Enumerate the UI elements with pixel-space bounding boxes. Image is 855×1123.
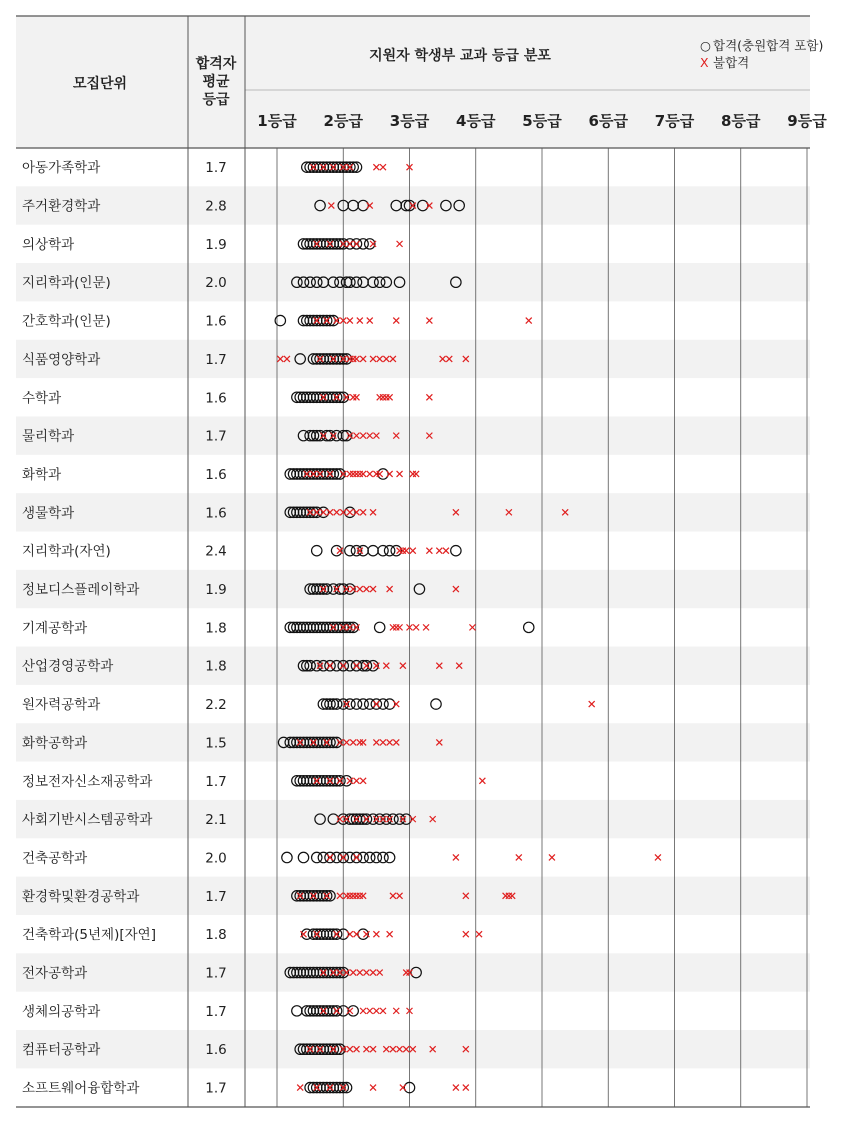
fail-mark bbox=[526, 318, 532, 324]
row-unit-name: 정보전자신소재공학과 bbox=[22, 773, 153, 790]
row-unit-name: 생체의공학과 bbox=[22, 1003, 101, 1020]
fail-mark bbox=[354, 394, 360, 400]
x-tick-label: 4등급 bbox=[456, 112, 496, 130]
row-average-grade: 2.8 bbox=[205, 198, 227, 215]
fail-mark bbox=[463, 1085, 469, 1091]
row-unit-name: 물리학과 bbox=[22, 428, 75, 445]
fail-mark bbox=[397, 241, 403, 247]
fail-mark bbox=[354, 931, 360, 937]
row-unit-name: 간호학과(인문) bbox=[22, 313, 111, 330]
fail-mark bbox=[380, 1008, 386, 1014]
col-header-avg-line1: 합격자 bbox=[195, 56, 237, 72]
fail-mark bbox=[469, 624, 475, 630]
row-unit-name: 주거환경학과 bbox=[22, 198, 101, 215]
fail-mark bbox=[549, 854, 555, 860]
fail-mark bbox=[297, 1085, 303, 1091]
fail-mark bbox=[380, 394, 386, 400]
fail-mark bbox=[410, 471, 416, 477]
fail-mark bbox=[380, 164, 386, 170]
fail-mark bbox=[410, 548, 416, 554]
fail-mark bbox=[373, 931, 379, 937]
pass-mark bbox=[298, 852, 308, 862]
row-average-grade: 1.7 bbox=[205, 888, 227, 905]
fail-mark bbox=[393, 318, 399, 324]
row-background bbox=[16, 493, 810, 531]
fail-mark bbox=[426, 394, 432, 400]
row-unit-name: 산업경영공학과 bbox=[22, 658, 114, 675]
row-average-grade: 1.6 bbox=[205, 466, 227, 483]
fail-mark bbox=[423, 624, 429, 630]
row-average-grade: 1.5 bbox=[205, 735, 227, 752]
fail-mark bbox=[426, 548, 432, 554]
row-unit-name: 전자공학과 bbox=[22, 965, 88, 982]
fail-mark bbox=[393, 1008, 399, 1014]
fail-mark bbox=[393, 701, 399, 707]
fail-mark bbox=[413, 471, 419, 477]
fail-mark bbox=[413, 624, 419, 630]
row-unit-name: 소프트웨어융합학과 bbox=[22, 1080, 140, 1097]
row-average-grade: 1.9 bbox=[205, 582, 227, 599]
x-tick-label: 9등급 bbox=[787, 112, 827, 130]
fail-mark bbox=[463, 931, 469, 937]
fail-mark bbox=[347, 931, 353, 937]
pass-mark bbox=[431, 699, 441, 709]
row-background bbox=[16, 647, 810, 685]
row-background bbox=[16, 340, 810, 378]
legend-fail-label: 불합격 bbox=[713, 55, 750, 70]
row-average-grade: 1.7 bbox=[205, 160, 227, 177]
row-average-grade: 1.7 bbox=[205, 1003, 227, 1020]
fail-mark bbox=[367, 318, 373, 324]
row-unit-name: 수학과 bbox=[22, 390, 62, 407]
row-average-grade: 1.7 bbox=[205, 1080, 227, 1097]
fail-mark bbox=[360, 1008, 366, 1014]
row-unit-name: 아동가족학과 bbox=[22, 160, 101, 177]
row-average-grade: 1.7 bbox=[205, 965, 227, 982]
row-average-grade: 1.8 bbox=[205, 927, 227, 944]
row-unit-name: 정보디스플레이학과 bbox=[22, 582, 140, 599]
fail-mark bbox=[357, 318, 363, 324]
fail-mark bbox=[387, 471, 393, 477]
pass-mark bbox=[384, 699, 394, 709]
fail-mark bbox=[479, 778, 485, 784]
fail-mark bbox=[655, 854, 661, 860]
fail-mark bbox=[453, 854, 459, 860]
row-average-grade: 1.7 bbox=[205, 773, 227, 790]
pass-mark bbox=[368, 545, 378, 555]
row-unit-name: 사회기반시스템공학과 bbox=[22, 812, 153, 829]
fail-mark bbox=[347, 471, 353, 477]
fail-mark bbox=[400, 548, 406, 554]
pass-mark bbox=[451, 545, 461, 555]
col-header-unit: 모집단위 bbox=[72, 76, 128, 92]
fail-mark bbox=[397, 624, 403, 630]
fail-mark bbox=[383, 394, 389, 400]
row-average-grade: 2.4 bbox=[205, 543, 227, 560]
fail-mark bbox=[589, 701, 595, 707]
row-average-grade: 1.7 bbox=[205, 428, 227, 445]
fail-mark bbox=[347, 241, 353, 247]
x-tick-label: 8등급 bbox=[721, 112, 761, 130]
fail-mark bbox=[373, 1008, 379, 1014]
fail-mark bbox=[387, 931, 393, 937]
col-header-avg-line2: 평균 bbox=[202, 74, 230, 90]
row-background bbox=[16, 953, 810, 991]
row-average-grade: 2.1 bbox=[205, 812, 227, 829]
fail-mark bbox=[354, 241, 360, 247]
col-header-avg-line3: 등급 bbox=[202, 92, 230, 108]
pass-mark bbox=[524, 622, 534, 632]
row-average-grade: 1.6 bbox=[205, 390, 227, 407]
row-unit-name: 지리학과(자연) bbox=[22, 543, 111, 560]
row-average-grade: 1.6 bbox=[205, 313, 227, 330]
fail-mark bbox=[390, 624, 396, 630]
fail-mark bbox=[360, 471, 366, 477]
row-unit-name: 생물학과 bbox=[22, 505, 75, 522]
fail-mark bbox=[354, 778, 360, 784]
row-background bbox=[16, 723, 810, 761]
row-unit-name: 원자력공학과 bbox=[22, 697, 101, 714]
x-tick-label: 6등급 bbox=[588, 112, 628, 130]
row-unit-name: 화학공학과 bbox=[22, 735, 88, 752]
row-average-grade: 1.6 bbox=[205, 505, 227, 522]
fail-mark bbox=[327, 854, 333, 860]
row-average-grade: 1.8 bbox=[205, 620, 227, 637]
legend-pass-symbol: ○ bbox=[700, 38, 711, 53]
fail-mark bbox=[403, 548, 409, 554]
x-tick-label: 1등급 bbox=[257, 112, 297, 130]
row-unit-name: 화학과 bbox=[22, 466, 62, 483]
fail-mark bbox=[373, 701, 379, 707]
fail-mark bbox=[443, 548, 449, 554]
row-average-grade: 2.2 bbox=[205, 697, 227, 714]
pass-mark bbox=[282, 852, 292, 862]
row-background bbox=[16, 416, 810, 454]
row-average-grade: 1.7 bbox=[205, 351, 227, 368]
fail-mark bbox=[377, 394, 383, 400]
fail-mark bbox=[357, 471, 363, 477]
fail-mark bbox=[476, 931, 482, 937]
fail-mark bbox=[397, 471, 403, 477]
fail-mark bbox=[516, 854, 522, 860]
fail-mark bbox=[387, 394, 393, 400]
row-average-grade: 2.0 bbox=[205, 275, 227, 292]
legend-pass-label: 합격(충원합격 포함) bbox=[713, 38, 824, 53]
fail-mark bbox=[360, 778, 366, 784]
fail-mark bbox=[373, 164, 379, 170]
row-background bbox=[16, 263, 810, 301]
fail-mark bbox=[393, 624, 399, 630]
pass-mark bbox=[312, 545, 322, 555]
x-tick-label: 3등급 bbox=[389, 112, 430, 130]
fail-mark bbox=[373, 471, 379, 477]
row-unit-name: 지리학과(인문) bbox=[22, 275, 111, 292]
row-average-grade: 2.0 bbox=[205, 850, 227, 867]
fail-mark bbox=[453, 1085, 459, 1091]
fail-mark bbox=[436, 548, 442, 554]
row-unit-name: 건축공학과 bbox=[22, 850, 88, 867]
fail-mark bbox=[370, 1085, 376, 1091]
x-tick-label: 2등급 bbox=[323, 112, 363, 130]
row-unit-name: 의상학과 bbox=[22, 236, 75, 253]
row-average-grade: 1.6 bbox=[205, 1042, 227, 1059]
row-unit-name: 식품영양학과 bbox=[22, 351, 101, 368]
row-average-grade: 1.9 bbox=[205, 236, 227, 253]
row-unit-name: 환경학및환경공학과 bbox=[22, 888, 140, 905]
legend-fail-symbol: X bbox=[700, 55, 709, 70]
fail-mark bbox=[426, 318, 432, 324]
fail-mark bbox=[400, 1085, 406, 1091]
pass-mark bbox=[292, 1006, 302, 1016]
fail-mark bbox=[347, 318, 353, 324]
fail-mark bbox=[354, 471, 360, 477]
row-unit-name: 건축학과(5년제)[자연] bbox=[22, 927, 156, 944]
pass-mark bbox=[374, 622, 384, 632]
fail-mark bbox=[350, 471, 356, 477]
row-unit-name: 기계공학과 bbox=[22, 620, 88, 637]
row-unit-name: 컴퓨터공학과 bbox=[22, 1042, 101, 1059]
row-average-grade: 1.8 bbox=[205, 658, 227, 675]
pass-mark bbox=[384, 852, 394, 862]
col-header-distribution: 지원자 학생부 교과 등급 분포 bbox=[369, 48, 551, 64]
fail-mark bbox=[367, 1008, 373, 1014]
fail-mark bbox=[350, 394, 356, 400]
x-tick-label: 5등급 bbox=[522, 112, 562, 130]
fail-mark bbox=[354, 854, 360, 860]
fail-mark bbox=[367, 471, 373, 477]
x-tick-label: 7등급 bbox=[654, 112, 695, 130]
